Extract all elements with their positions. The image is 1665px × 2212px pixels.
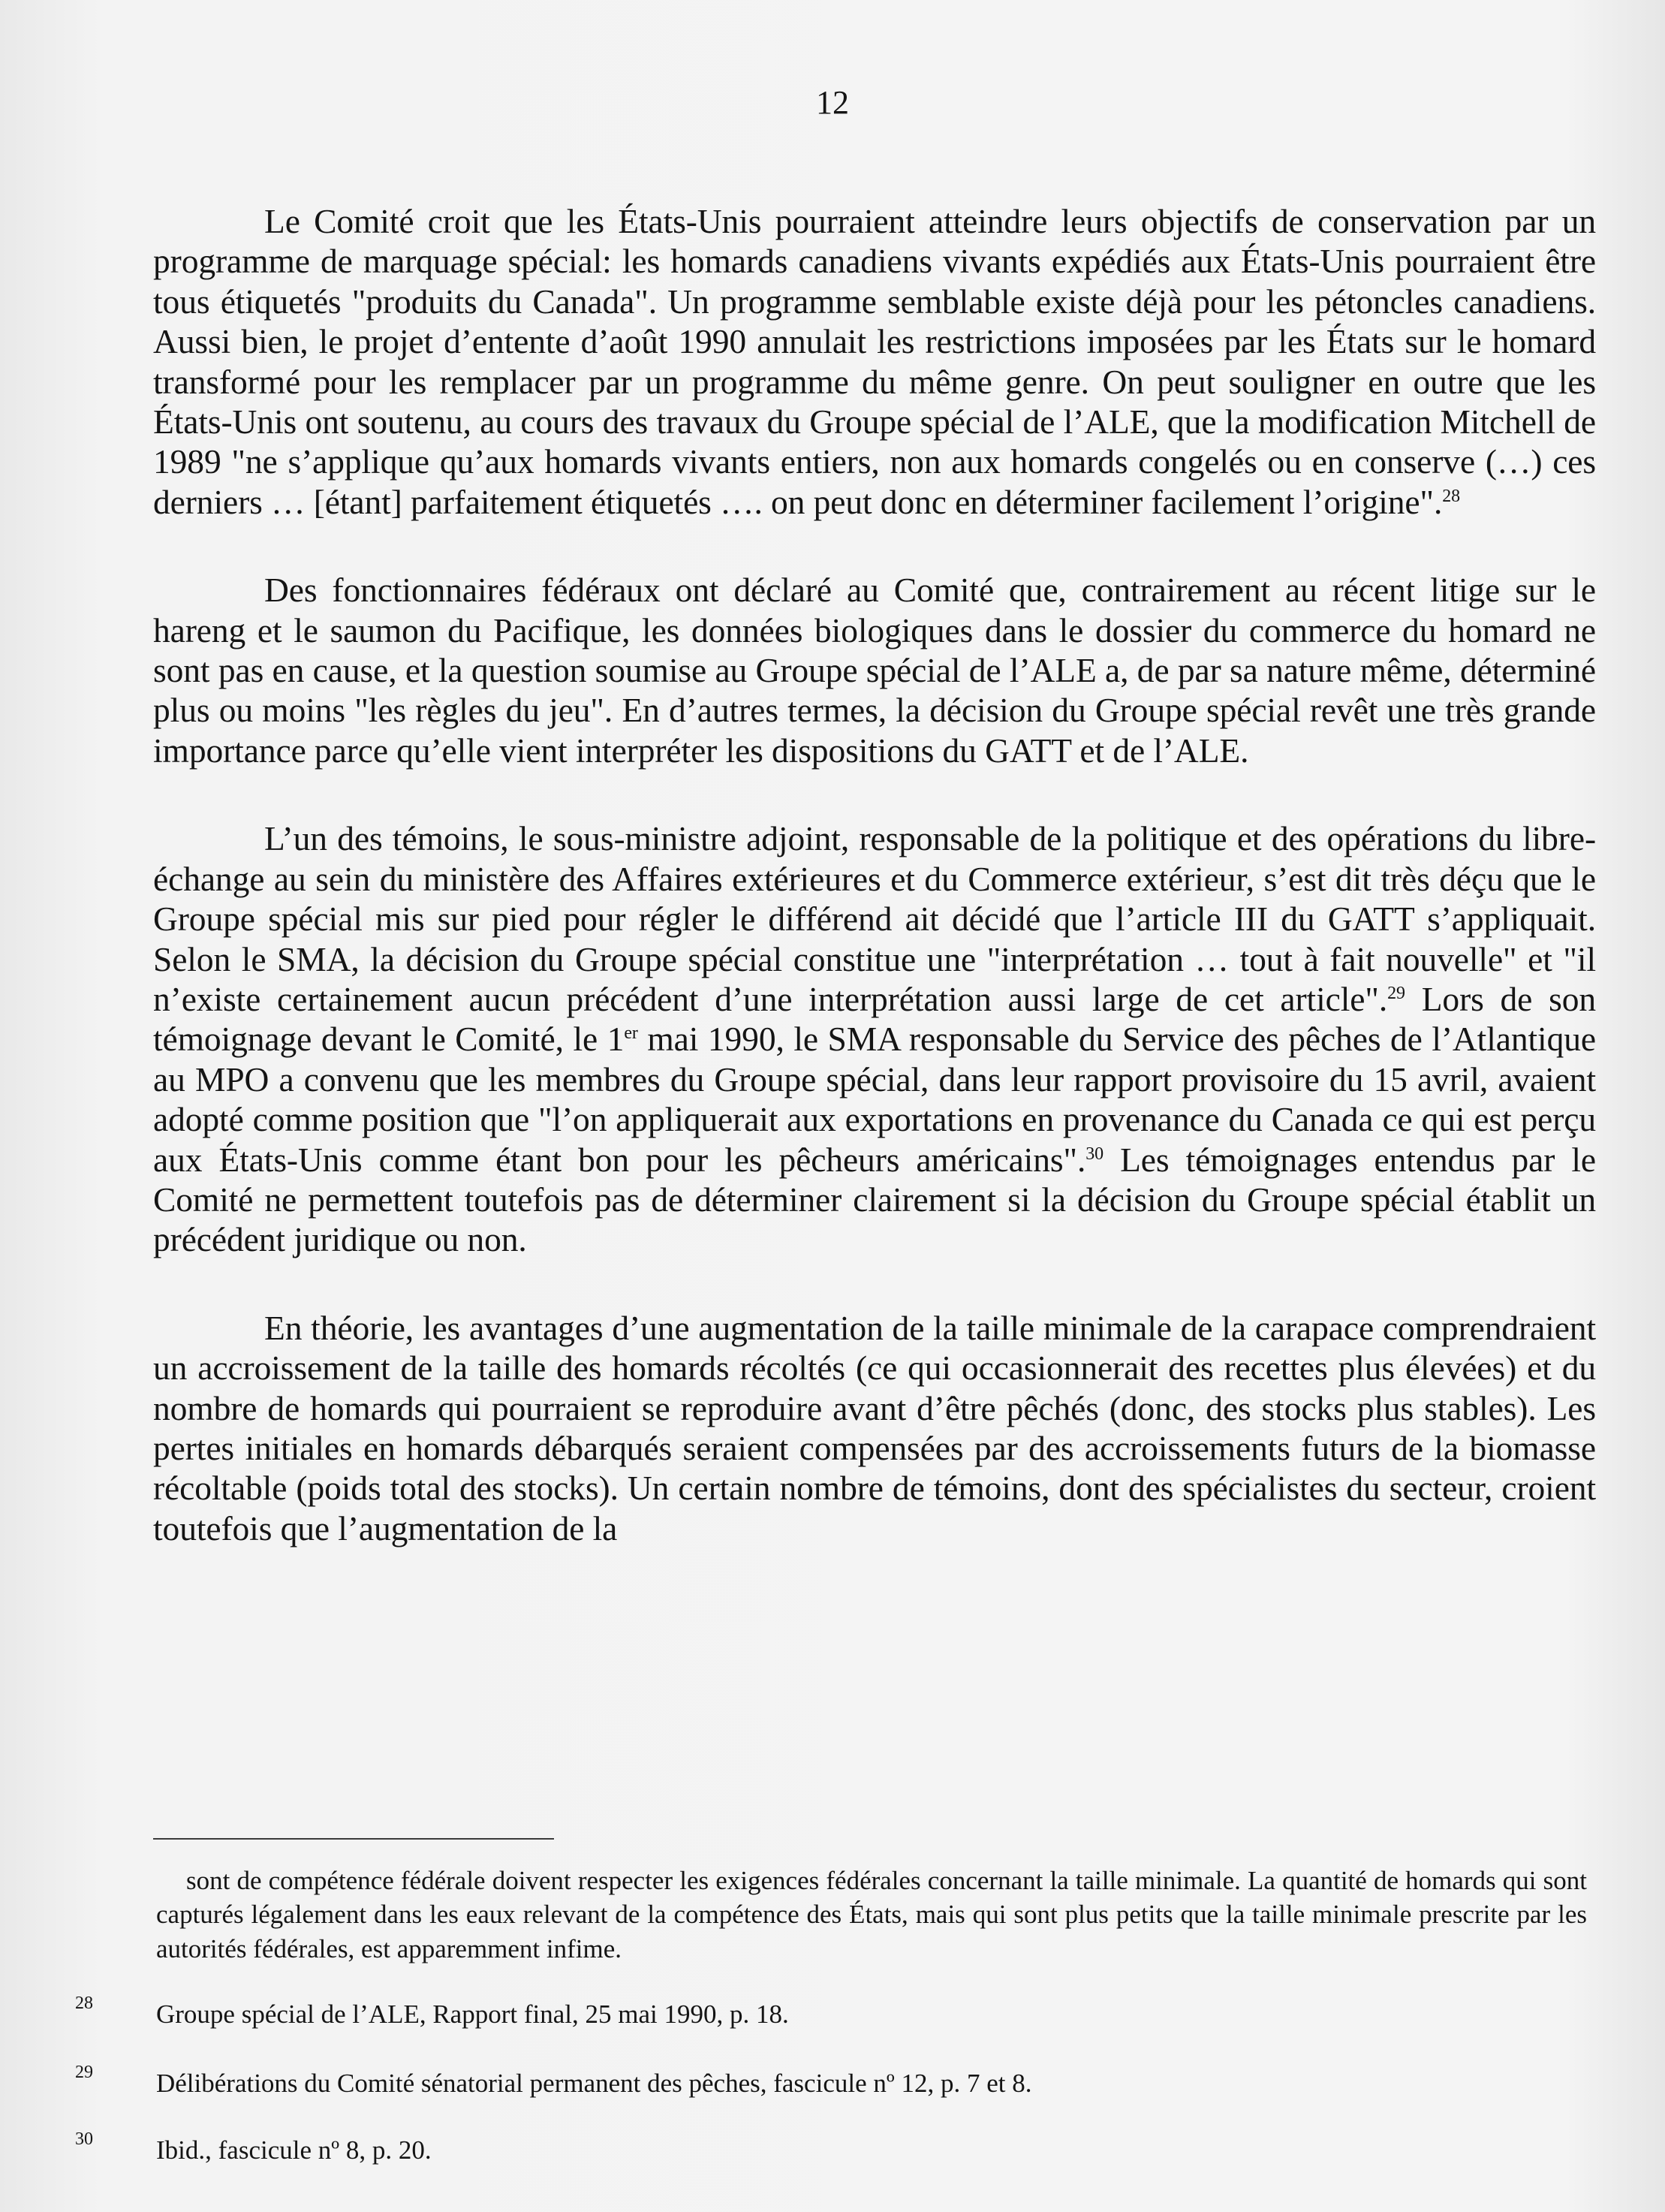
paragraph-1-text: Le Comité croit que les États-Unis pourraient atteindre leurs objectifs de conservation par un programme de marquage spécial: les homards canadiens vivants expédiés aux États-Unis pourraient être tous étiquetés "produits du Canada". Un programme semblable existe déjà pour les pétoncles canadiens. Aussi bien, le projet d’entente d’août 1990 annulait les restrictions imposées par les États sur le homard transformé pour les remplacer par un programme du même genre. On peut souligner en outre que les États-Unis ont soutenu, au cours des travaux du Groupe spécial de l’ALE, que la modification Mitchell de 1989 "ne s’applique qu’aux homards vivants entiers, non aux homards congelés ou en conserve (…) ces derniers … [étant] parfaitement étiquetés …. on peut donc en déterminer facilement l’origine". [153,202,1596,521]
paragraph-2-text: Des fonctionnaires fédéraux ont déclaré au Comité que, contrairement au récent litige sur le hareng et le saumon du Pacifique, les données biologiques dans le dossier du commerce du homard ne sont pas en cause, et la question soumise au Groupe spécial de l’ALE a, de par sa nature même, déterminé plus ou moins "les règles du jeu". En d’autres termes, la décision du Groupe spécial revêt une très grande importance parce qu’elle vient interpréter les dispositions du GATT et de l’ALE. [153,571,1596,770]
body-text [153,201,1596,1596]
paragraph-3 [153,818,1596,1259]
paragraph-4-text: En théorie, les avantages d’une augmentation de la taille minimale de la carapace comprendraient un accroissement de la taille des homards récoltés (ce qui occasionnerait des recettes plus élevées) et du nombre de homards qui pourraient se reproduire avant d’être pêchés (donc, des stocks plus stables). Les pertes initiales en homards débarqués seraient compensées par des accroissements futurs de la biomasse récoltable (poids total des stocks). Un certain nombre de témoins, dont des spécialistes du secteur, croient toutefois que l’augmentation de la [153,1308,1596,1547]
footnote-continuation [156,1864,1587,1966]
ordinal-superscript: er [624,1023,638,1044]
footnote-text: Groupe spécial de l’ALE, Rapport final, 25 mai 1990, p. 18. [156,2000,789,2029]
paragraph-3-part-1: L’un des témoins, le sous-ministre adjoint, responsable de la politique et des opérations du libre-échange au sein du ministère des Affaires extérieures et du Commerce extérieur, s’est dit très déçu que le Groupe spécial mis sur pied pour régler le différend ait décidé que l’article III du GATT s’appliquait. Selon le SMA, la décision du Groupe spécial constitue une "interprétation … tout à fait nouvelle" et "il n’existe certainement aucun précédent d’une interprétation aussi large de cet article". [153,819,1596,1018]
paragraph-3-part-3: mai 1990, le SMA responsable du Service des pêches de l’Atlantique au MPO a convenu que les membres du Groupe spécial, dans leur rapport provisoire du 15 avril, avaient adopté comme position que "l’on appliquerait aux exportations en provenance du Canada ce qui est perçu aux États-Unis comme étant bon pour les pêcheurs américains". [153,1020,1596,1179]
footnote-text: Ibid., fascicule nº 8, p. 20. [156,2135,432,2165]
page-number: 12 [816,84,849,121]
paragraph-4 [153,1308,1596,1548]
footnote-text: Délibérations du Comité sénatorial permanent des pêches, fascicule nº 12, p. 7 et 8. [156,2069,1032,2098]
paragraph-3-part-2: Lors de son témoignage devant le Comité, le 1 [153,979,1596,1059]
paragraph-2 [153,570,1596,770]
footnote-ref-28: 28 [1442,486,1461,506]
footnote-continuation-text: sont de compétence fédérale doivent respecter les exigences fédérales concernant la taille minimale. La quantité de homards qui sont capturés légalement dans les eaux relevant de la compétence des États, mais qui sont plus petits que la taille minimale prescrite par les autorités fédérales, est apparemment infime. [156,1866,1587,1963]
footnote-ref-30: 30 [1085,1144,1104,1164]
paragraph-3-part-4: Les témoignages entendus par le Comité ne permettent toutefois pas de déterminer clairement si la décision du Groupe spécial établit un précédent juridique ou non. [153,1140,1596,1259]
footnote-number: 30 [75,2129,93,2149]
footnote-number: 28 [75,1994,93,2013]
footnote-ref-29: 29 [1387,983,1405,1003]
footnote-separator [153,1838,554,1840]
paragraph-1 [153,201,1596,522]
footnote-number: 29 [75,2063,93,2082]
